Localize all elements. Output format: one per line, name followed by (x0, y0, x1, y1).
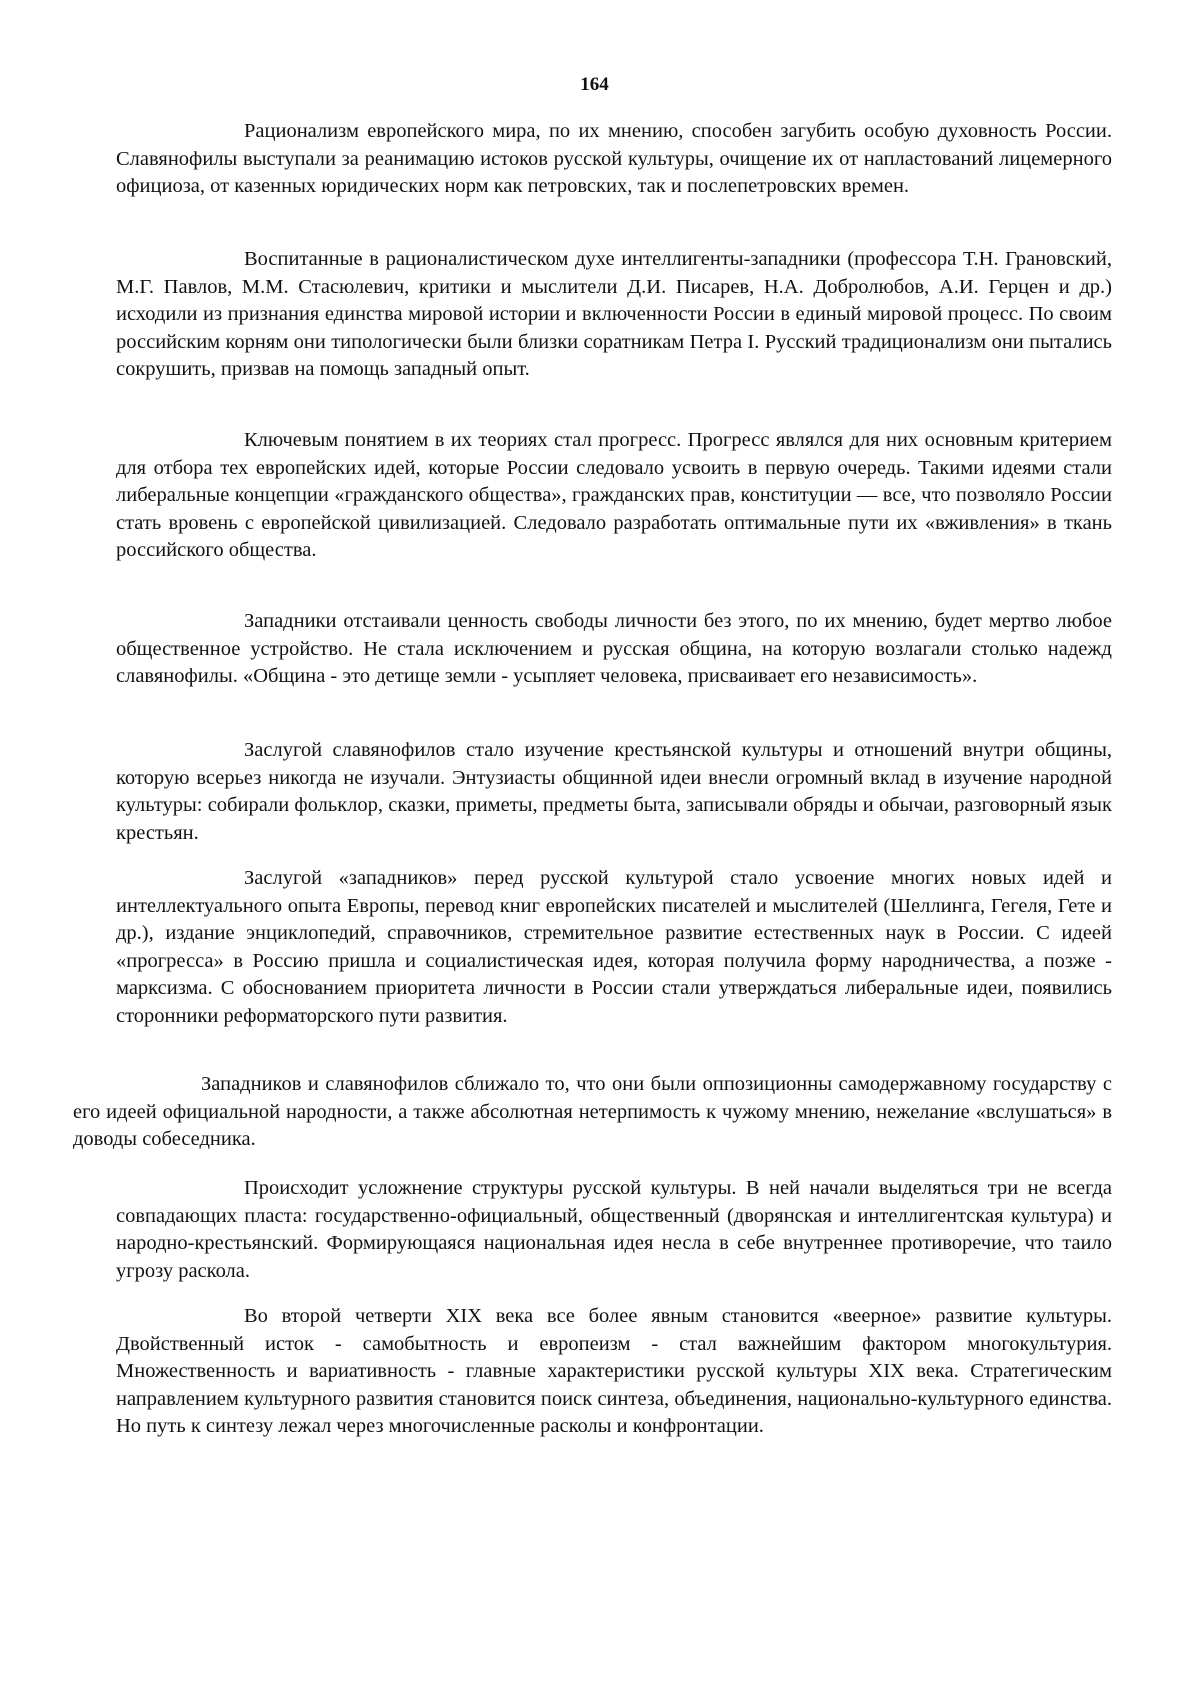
paragraph-freedom-of-personality: Западники отстаивали ценность свободы личности без этого, по их мнению, будет мертво любое общественное устройство. Не стала исключением и русская община, на которую возлагали столько надежд славянофилы. «Община - это детище земли - усыпляет человека, присваивает его независимость». (116, 610, 1112, 688)
paragraph-slavophiles-merit: Заслугой славянофилов стало изучение крестьянской культуры и отношений внутри общины, которую всерьез никогда не изучали. Энтузиасты общинной идеи внесли огромный вклад в изучение народной культуры: собирали фольклор, сказки, приметы, предметы быта, записывали обряды и обычаи, разговорный язык крестьян. (116, 739, 1112, 844)
paragraph-westernizers-merit: Заслугой «западников» перед русской культурой стало усвоение многих новых идей и интеллектуального опыта Европы, перевод книг европейских писателей и мыслителей (Шеллинга, Гегеля, Гете и др.), издание энциклопедий, справочников, стремительное развитие естественных наук в России. С идеей «прогресса» в Россию пришла и социалистическая идея, которая получила форму народничества, а позже - марксизма. С обоснованием приоритета личности в России стали утверждаться либеральные идеи, появились сторонники реформаторского пути развития. (116, 867, 1112, 1027)
paragraph-rationalism: Рационализм европейского мира, по их мнению, способен загубить особую духовность России. Славянофилы выступали за реанимацию истоков русской культуры, очищение их от напластований лицемерного официоза, от казенных юридических норм как петровских, так и послепетровских времен. (116, 120, 1112, 198)
paragraph-progress: Ключевым понятием в их теориях стал прогресс. Прогресс являлся для них основным критерием для отбора тех европейских идей, которые России следовало усвоить в первую очередь. Такими идеями стали либеральные концепции «гражданского общества», гражданских прав, конституции — все, что позволяло России стать вровень с европейской цивилизацией. Следовало разработать оптимальные пути их «вживления» в ткань российского общества. (116, 429, 1112, 562)
page-number: 164 (580, 74, 609, 95)
paragraph-fan-development: Во второй четверти XIX века все более явным становится «веерное» развитие культуры. Двойственный исток - самобытность и европеизм - стал важнейшим фактором многокультурия. Множественность и вариативность - главные характеристики русской культуры XIX века. Стратегическим направлением культурного развития становится поиск синтеза, объединения, национально-культурного единства. Но путь к синтезу лежал через многочисленные расколы и конфронтации. (116, 1305, 1112, 1438)
paragraph-westernizers-education: Воспитанные в рационалистическом духе интеллигенты-западники (профессора Т.Н. Грановский, М.Г. Павлов, М.М. Стасюлевич, критики и мыслители Д.И. Писарев, Н.А. Добролюбов, А.И. Герцен и др.) исходили из признания единства мировой истории и включенности России в единый мировой процесс. По своим российским корням они типологически были близки соратникам Петра I. Русский традиционализм они пытались сокрушить, призвав на помощь западный опыт. (116, 248, 1112, 381)
paragraph-common-ground: Западников и славянофилов сближало то, что они были оппозиционны самодержавному государству с его идеей официальной народности, а также абсолютная нетерпимость к чужому мнению, нежелание «вслушаться» в доводы собеседника. (73, 1073, 1112, 1151)
paragraph-culture-structure: Происходит усложнение структуры русской культуры. В ней начали выделяться три не всегда совпадающих пласта: государственно-официальный, общественный (дворянская и интеллигентская культура) и народно-крестьянский. Формирующаяся национальная идея несла в себе внутреннее противоречие, что таило угрозу раскола. (116, 1177, 1112, 1282)
